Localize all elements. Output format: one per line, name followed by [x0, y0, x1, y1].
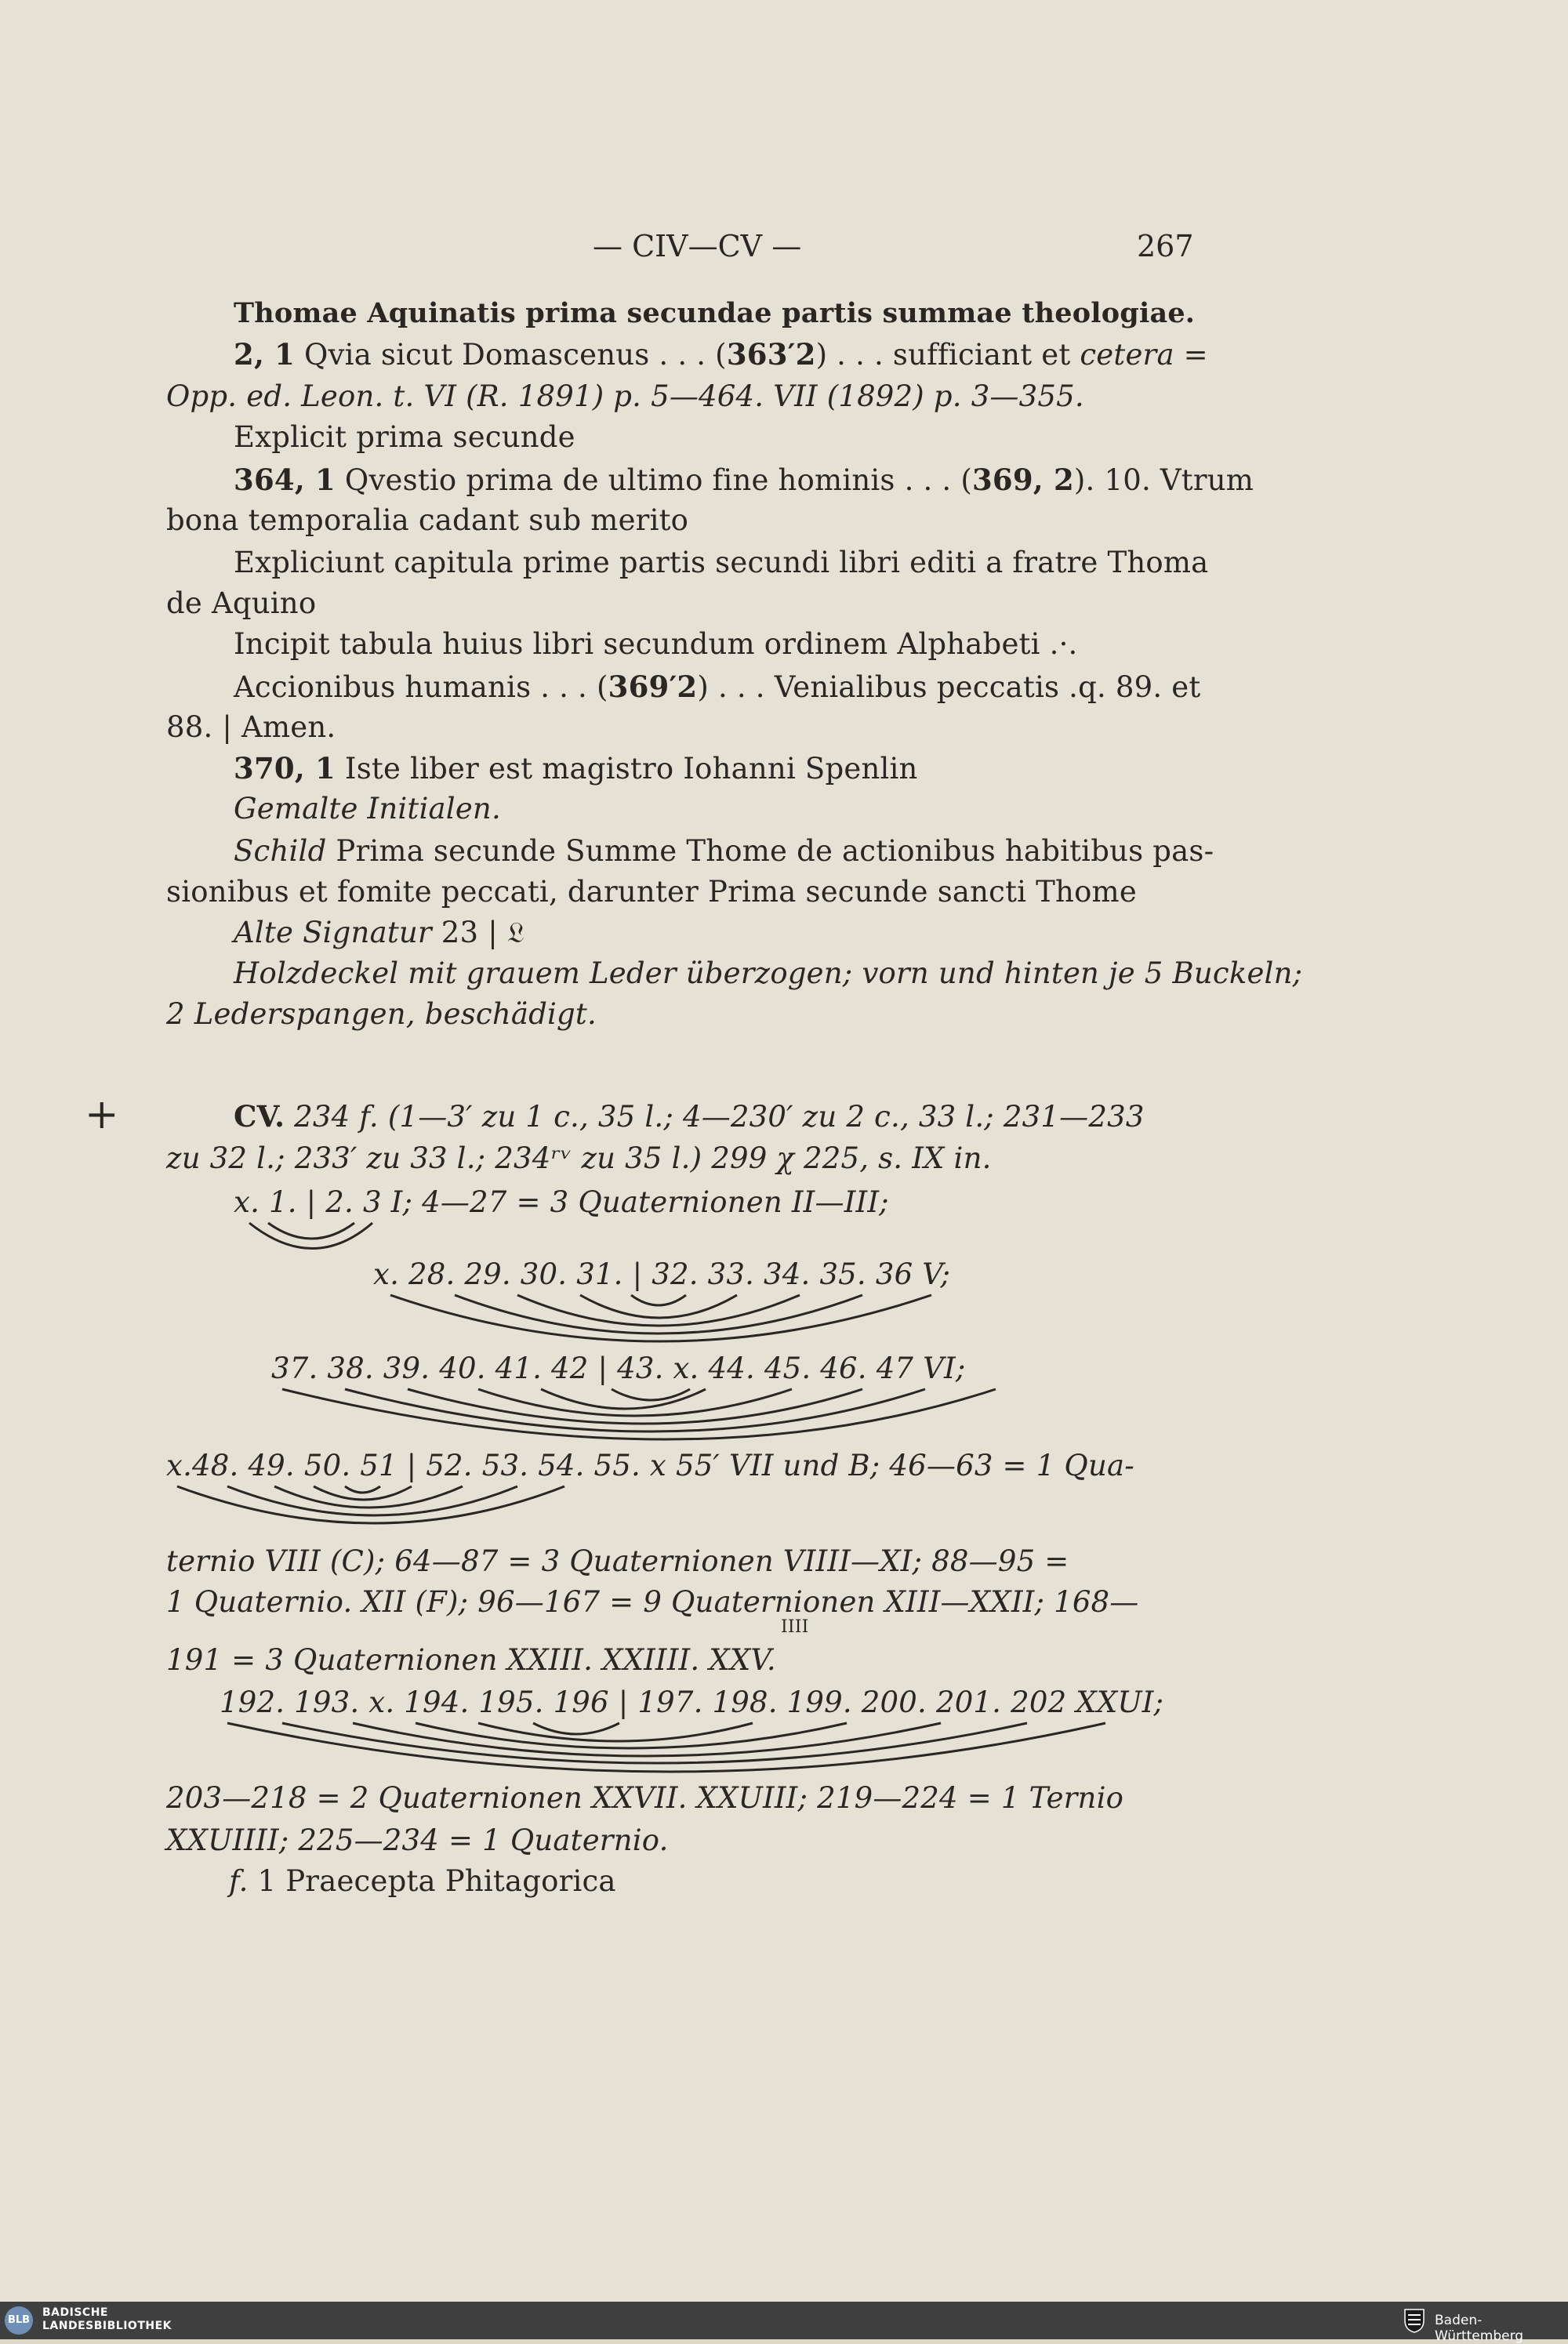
text-span: Alte Signatur: [234, 916, 432, 949]
collation-line: 1 Quaternio. XII (F); 96—167 = 9 Quaternionen XIII—XXII; 168—: [166, 1585, 1139, 1619]
quire-arc: [541, 1389, 706, 1409]
folio-ref: 2, 1: [234, 337, 296, 372]
collation-line: 37. 38. 39. 40. 41. 42 | 43. x. 44. 45. 46. 47 VI;: [271, 1352, 966, 1385]
collation-line: 191 = 3 Quaternionen XXIII. XXIIII. XXV.: [166, 1643, 776, 1677]
collation-line: XXUIIII; 225—234 = 1 Quaternio.: [166, 1823, 669, 1857]
folio-ref: 369, 2: [971, 463, 1074, 497]
collation-line: 203—218 = 2 Quaternionen XXVII. XXUIII; 219—224 = 1 Ternio: [166, 1781, 1124, 1815]
superscript: IIII: [781, 1617, 809, 1637]
blb-logo-icon: BLB: [5, 2306, 33, 2335]
quire-arc: [631, 1295, 686, 1305]
folio-ref: 363′2: [726, 337, 816, 372]
collation-line: x. 28. 29. 30. 31. | 32. 33. 34. 35. 36 V;: [373, 1257, 951, 1291]
text-line: Gemalte Initialen.: [234, 792, 501, 825]
text-line: Expliciunt capitula prime partis secundi libri editi a fratre Thoma: [234, 546, 1209, 579]
quire-arc: [478, 1389, 792, 1416]
folio-ref: 364, 1: [234, 463, 336, 497]
manuscript-title: Thomae Aquinatis prima secundae partis summae theologiae.: [234, 297, 1196, 329]
quire-arc: [345, 1486, 380, 1493]
text-span: 1 Praecepta Phitagorica: [248, 1864, 616, 1898]
quire-arc: [533, 1723, 619, 1734]
quire-arc: [612, 1389, 690, 1400]
collation-line: 192. 193. x. 194. 195. 196 | 197. 198. 199. 200. 201. 202 XXUI;: [220, 1685, 1164, 1719]
library-name-line: LANDESBIBLIOTHEK: [42, 2320, 172, 2332]
manuscript-number: CV.: [234, 1099, 285, 1134]
text-span: Prima secunde Summe Thome de actionibus habitibus pas-: [326, 834, 1214, 868]
text-span: Schild: [234, 834, 327, 868]
collation-line: x. 1. | 2. 3 I; 4—27 = 3 Quaternionen II—III;: [234, 1185, 889, 1219]
text-line: Opp. ed. Leon. t. VI (R. 1891) p. 5—464. VII (1892) p. 3—355.: [166, 379, 1084, 413]
text-span: =: [1174, 338, 1208, 372]
text-span: Qvestio prima de ultimo fine hominis . . . (: [335, 463, 972, 497]
text-line: Explicit prima secunde: [234, 420, 575, 454]
text-line: de Aquino: [166, 586, 317, 620]
quire-arc: [416, 1723, 847, 1748]
folio-ref: 370, 1: [234, 751, 336, 786]
footer-bar: [0, 2302, 1568, 2344]
text-span: Iste liber est magistro Iohanni Spenlin: [335, 752, 918, 786]
text-line: Incipit tabula huius libri secundum ordinem Alphabeti .·.: [234, 627, 1078, 661]
text-line: Holzdeckel mit grauem Leder überzogen; vorn und hinten je 5 Buckeln;: [234, 956, 1303, 990]
quire-arc: [408, 1389, 862, 1424]
quire-arc: [249, 1223, 372, 1249]
text-span: 23 | 𝔏: [431, 916, 524, 949]
folio-ref: 369′2: [608, 669, 698, 704]
text-line: 88. | Amen.: [166, 710, 336, 744]
text-span: Accionibus humanis . . . (: [234, 670, 608, 704]
text-span: ). 10. Vtrum: [1073, 463, 1254, 497]
text-line: zu 32 l.; 233′ zu 33 l.; 234ʳᵛ zu 35 l.) 299 χ 225, s. IX in.: [166, 1141, 992, 1175]
state-name: Baden-Württemberg: [1435, 2313, 1524, 2344]
text-span: 234 f. (1—3′ zu 1 c., 35 l.; 4—230′ zu 2 c., 33 l.; 231—233: [285, 1100, 1145, 1134]
quire-arc: [517, 1295, 800, 1326]
text-span: ) . . . sufficiant et: [815, 338, 1080, 372]
collation-line: ternio VIII (C); 64—87 = 3 Quaternionen VIIII—XI; 88—95 =: [166, 1544, 1069, 1578]
page-number: 267: [1137, 229, 1194, 263]
text-span: ) . . . Venialibus peccatis .q. 89. et: [697, 670, 1201, 704]
library-name-line: BADISCHE: [42, 2306, 108, 2319]
text-span: Qvia sicut Domascenus . . . (: [295, 338, 727, 372]
text-line: 2 Lederspangen, beschädigt.: [166, 997, 597, 1031]
collation-line: x.48. 49. 50. 51 | 52. 53. 54. 55. x 55′ VII und B; 46—63 = 1 Qua-: [166, 1449, 1134, 1482]
running-header: — CIV—CV —: [593, 229, 802, 263]
text-span: f.: [229, 1864, 249, 1898]
quire-arc: [268, 1223, 354, 1239]
text-line: sionibus et fomite peccati, darunter Prima secunde sancti Thome: [166, 875, 1137, 909]
plus-mark: +: [85, 1091, 119, 1138]
coat-of-arms-icon: [1403, 2308, 1425, 2333]
text-line: bona temporalia cadant sub merito: [166, 503, 689, 537]
quire-arc: [274, 1486, 463, 1508]
text-span: cetera: [1080, 338, 1174, 372]
library-name: [42, 2306, 172, 2333]
